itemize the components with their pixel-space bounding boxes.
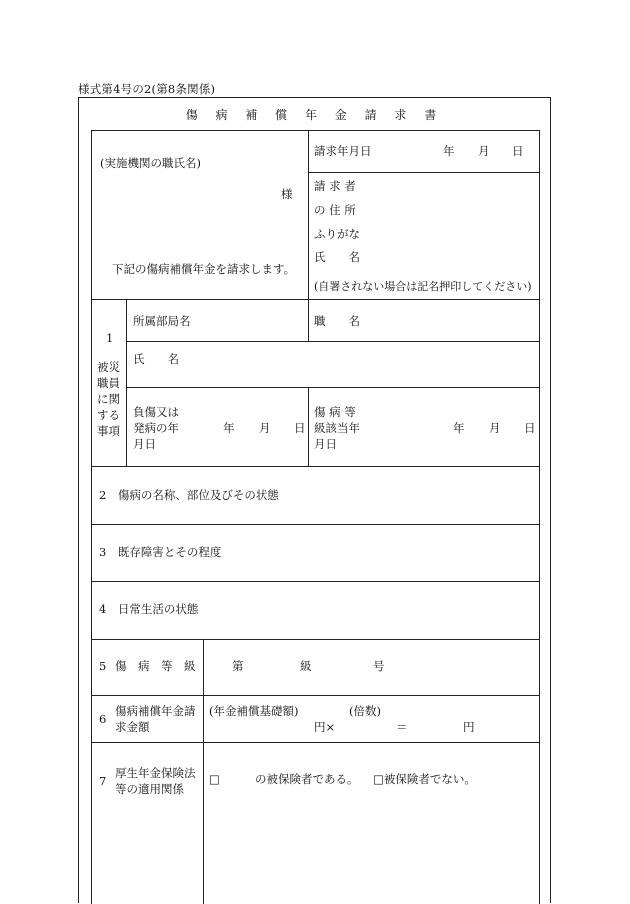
not-insured-option[interactable]: □被保険者でない。: [373, 772, 476, 786]
section1-vertical-2: 職員: [97, 376, 120, 390]
injury-date-label-3: 月日: [133, 437, 156, 451]
injury-month: 月: [259, 421, 271, 435]
section1-vertical-3: に関: [97, 392, 120, 406]
request-date-label: 請求年月日: [314, 144, 372, 158]
form-title: 傷 病 補 償 年 金 請 求 書: [185, 108, 444, 122]
form-number-label: 様式第4号の2(第8条関係): [78, 82, 216, 96]
name-label: 氏 名: [133, 352, 179, 366]
injury-date-label-1: 負傷又は: [133, 405, 179, 419]
grade-day: 日: [524, 421, 536, 435]
section6-label-1: 傷病補償年金請: [115, 704, 196, 718]
section7-label-2: 等の適用関係: [115, 782, 184, 796]
agency-name-label: (実施機関の職氏名): [100, 156, 201, 170]
injury-day: 日: [294, 421, 306, 435]
insured-text: の被保険者である。: [255, 772, 359, 786]
dept-label: 所属部局名: [133, 314, 191, 328]
section6-label-2: 求金額: [115, 720, 150, 734]
form-frame: [78, 97, 551, 903]
section5-number: 5: [99, 659, 107, 673]
section5-label: 傷 病 等 級: [115, 659, 196, 673]
yen-label: 円: [463, 720, 475, 734]
request-year: 年: [443, 144, 455, 158]
claimant-line-2: の 住 所: [314, 203, 356, 217]
base-amount-label: (年金補償基礎額): [209, 704, 299, 718]
grade-date-label-1: 傷 病 等: [314, 405, 356, 419]
equals-sign: ＝: [396, 720, 408, 734]
grade-date-label-2: 級該当年: [314, 421, 360, 435]
grade-go: 号: [373, 659, 385, 673]
injury-date-label-2: 発病の年: [133, 421, 179, 435]
position-label: 職 名: [314, 314, 360, 328]
section3-label: 3 既存障害とその程度: [99, 545, 222, 559]
section6-number: 6: [99, 712, 107, 726]
section1-number: 1: [106, 331, 114, 345]
request-month: 月: [478, 144, 490, 158]
claimant-line-3: ふりがな: [314, 227, 360, 241]
claimant-note: (自署されない場合は記名押印してください): [314, 280, 532, 293]
section1-vertical-1: 被災: [97, 360, 120, 374]
sama-label: 様: [281, 187, 293, 201]
grade-kyu: 級: [300, 659, 312, 673]
grade-date-label-3: 月日: [314, 437, 337, 451]
grade-year: 年: [453, 421, 465, 435]
grade-dai: 第: [232, 659, 244, 673]
yen-times: 円×: [314, 720, 336, 734]
claimant-line-4: 氏 名: [314, 250, 360, 264]
section1-vertical-4: する: [97, 408, 120, 422]
section1-vertical-5: 事項: [97, 424, 120, 438]
section2-label: 2 傷病の名称、部位及びその状態: [99, 488, 279, 502]
multiplier-label: (倍数): [349, 704, 381, 718]
grade-month: 月: [489, 421, 501, 435]
section4-label: 4 日常生活の状態: [99, 602, 199, 616]
request-day: 日: [512, 144, 524, 158]
insured-checkbox[interactable]: □: [209, 772, 220, 786]
section7-number: 7: [99, 774, 107, 788]
claimant-line-1: 請 求 者: [314, 179, 356, 193]
injury-year: 年: [223, 421, 235, 435]
section7-label-1: 厚生年金保険法: [115, 766, 196, 780]
request-sentence: 下記の傷病補償年金を請求します。: [112, 262, 296, 276]
